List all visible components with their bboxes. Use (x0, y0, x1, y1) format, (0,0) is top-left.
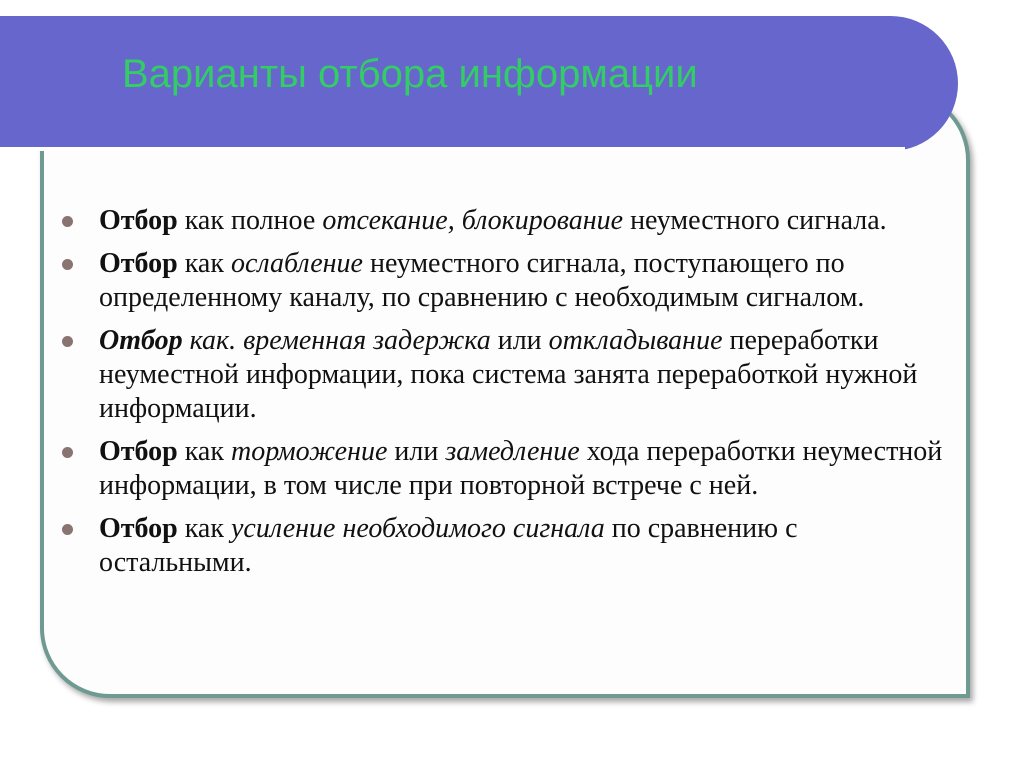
bullet-emphasis: торможение (230, 436, 388, 467)
bullet-text: как полное (177, 205, 323, 236)
bullet-list (62, 204, 952, 589)
bullet-item (62, 204, 952, 238)
bullet-emphasis: как. временная задержка (182, 325, 491, 356)
bullet-text: неуместного сигнала, поступающего по определенному каналу, по сравнению с необходимым сигналом. (99, 248, 865, 313)
bullet-text: или (490, 325, 549, 356)
bullet-term: Отбор (99, 436, 178, 467)
title-underline (0, 147, 905, 151)
bullet-dot-icon (62, 524, 73, 535)
bullet-emphasis: ослабление (230, 248, 363, 279)
bullet-text: или (387, 436, 446, 467)
bullet-text: как (177, 248, 231, 279)
bullet-text: хода переработки неуместной информации, в том числе при повторной встрече с ней. (99, 436, 943, 501)
bullet-term: Отбор (99, 325, 183, 356)
bullet-text: как (177, 436, 231, 467)
bullet-item (62, 324, 952, 426)
slide-title: Варианты отбора информации (122, 52, 698, 96)
bullet-dot-icon (62, 336, 73, 347)
bullet-emphasis: отсекание, блокирование (322, 205, 624, 236)
bullet-term: Отбор (99, 205, 178, 236)
bullet-emphasis: откладывание (548, 325, 723, 356)
bullet-item (62, 512, 952, 580)
bullet-text: как (177, 513, 231, 544)
bullet-term: Отбор (99, 513, 178, 544)
bullet-item (62, 247, 952, 315)
bullet-text: неуместного сигнала. (623, 205, 887, 236)
bullet-item (62, 435, 952, 503)
bullet-emphasis: замедление (445, 436, 580, 467)
bullet-text: переработки неуместной информации, пока система занята переработкой нужной информации. (99, 325, 918, 424)
bullet-dot-icon (62, 259, 73, 270)
bullet-emphasis: усиление необходимого сигнала (230, 513, 605, 544)
bullet-term: Отбор (99, 248, 178, 279)
bullet-dot-icon (62, 447, 73, 458)
bullet-text: по сравнению с остальными. (99, 513, 798, 578)
bullet-dot-icon (62, 216, 73, 227)
